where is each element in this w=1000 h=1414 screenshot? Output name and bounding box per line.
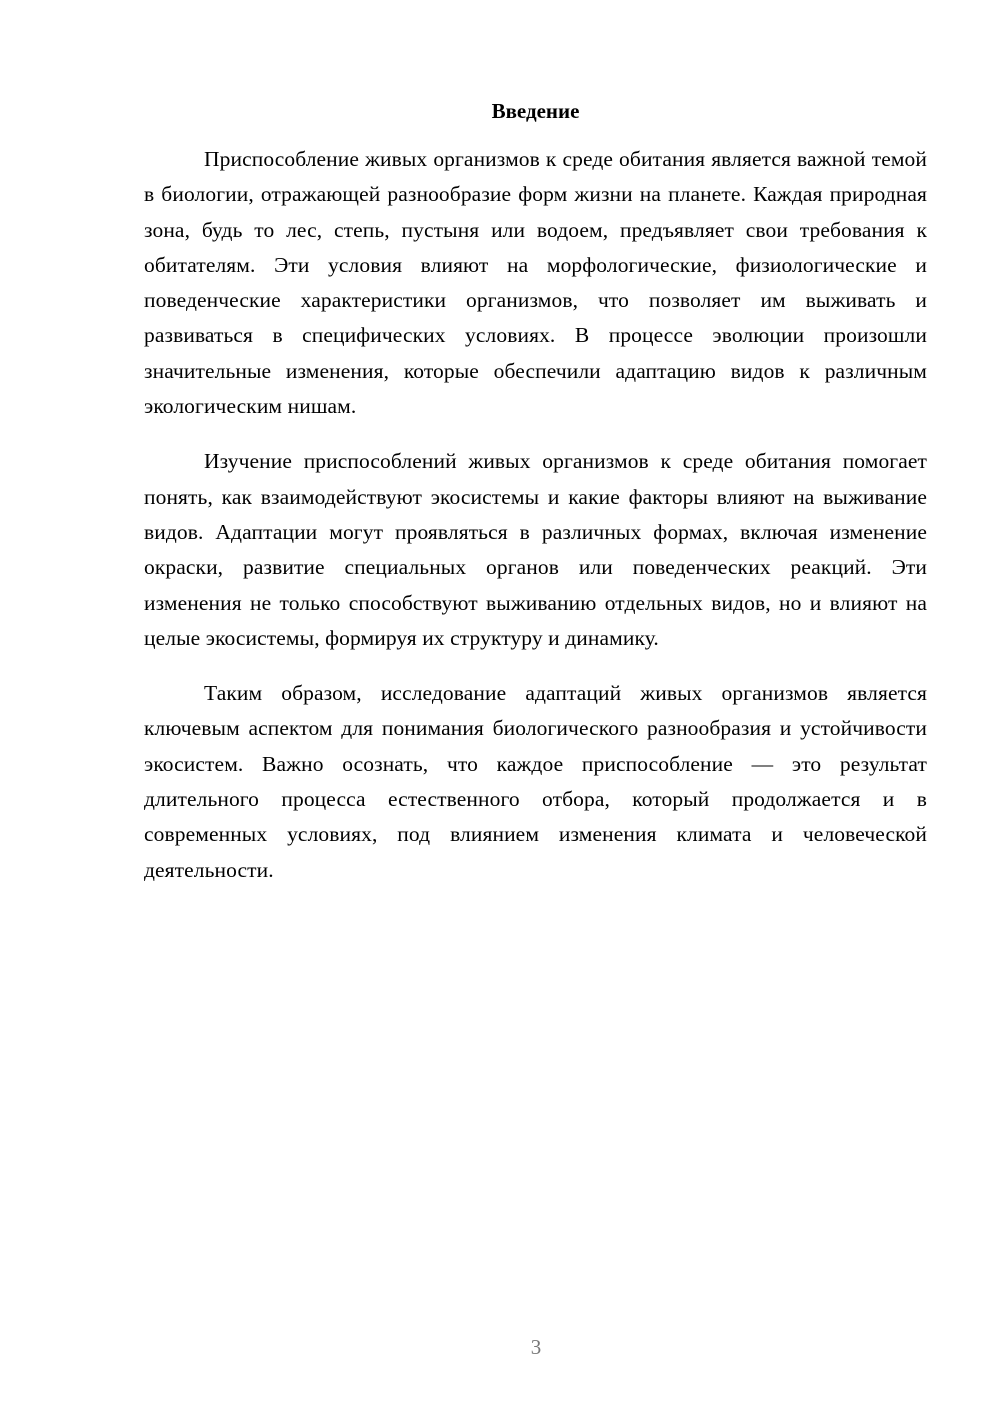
paragraph-2: Изучение приспособлений живых организмов к среде обитания помогает понять, как взаимодействуют экосистемы и какие факторы влияют на выживание видов. Адаптации могут проявляться в различных формах, включая изменение окраски, развитие специальных органов или поведенческих реакций. Эти изменения не только способствуют выживанию отдельных видов, но и влияют на целые экосистемы, формируя их структуру и динамику.: [144, 449, 927, 650]
paragraph-1: Приспособление живых организмов к среде обитания является важной темой в биологии, отражающей разнообразие форм жизни на планете. Каждая природная зона, будь то лес, степь, пустыня или водоем, предъявляет свои требования к обитателям. Эти условия влияют на морфологические, физиологические и поведенческие характеристики организмов, что позволяет им выживать и развиваться в специфических условиях. В процессе эволюции произошли значительные изменения, которые обеспечили адаптацию видов к различным экологическим нишам.: [144, 147, 927, 419]
body-text: [144, 142, 927, 908]
section-title: Введение: [491, 99, 580, 123]
page-number: 3: [530, 1335, 542, 1359]
paragraph-3: Таким образом, исследование адаптаций живых организмов является ключевым аспектом для понимания биологического разнообразия и устойчивости экосистем. Важно осознать, что каждое приспособление — это результат длительного процесса естественного отбора, который продолжается и в современных условиях, под влиянием изменения климата и человеческой деятельности.: [144, 681, 927, 882]
